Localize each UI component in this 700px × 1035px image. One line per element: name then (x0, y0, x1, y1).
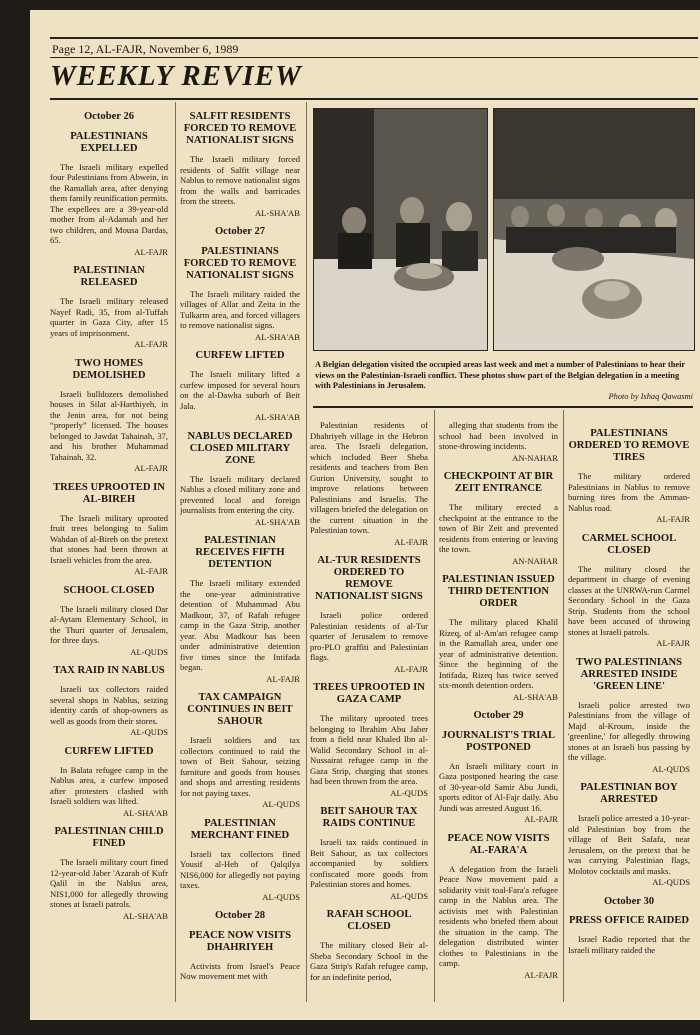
source-credit: AL-FAJR (394, 536, 428, 547)
headline: TWO PALESTINIANS ARRESTED INSIDE 'GREEN LINE' (575, 656, 683, 692)
source-credit: AL-FAJR (524, 969, 558, 980)
photo-credit: Photo by Ishaq Qawasmi (608, 391, 693, 401)
article-text: Israeli tax collectors raided several shops in Nablus, seizing identity cards of shop-owners as well as goods from their stores. (50, 684, 168, 726)
source-credit: AL-FAJR (394, 663, 428, 674)
article-text: The Israeli military uprooted fruit trees belonging to Salim Wahdan of al-Bireh on the pretext that stones had been thrown at Israeli vehicles from the area. (50, 512, 168, 565)
top-rule (50, 37, 698, 39)
article-text: In Balata refugee camp in the Nablus area, a curfew imposed after protesters clashed with Israeli soldiers was lifted. (50, 764, 168, 806)
caption-rule (313, 406, 693, 408)
headline: AL-TUR RESIDENTS ORDERED TO REMOVE NATIONALIST SIGNS (315, 555, 423, 602)
headline: TREES UPROOTED IN AL-BIREH (53, 481, 165, 505)
article-text: Israel Radio reported that the Israeli military raided the (568, 934, 690, 955)
source-credit: AL-FAJR (656, 514, 690, 524)
source-credit: AL-QUDS (130, 646, 168, 657)
date-heading: October 27 (214, 226, 266, 237)
column-1 (50, 103, 168, 927)
source-credit: AL-QUDS (262, 891, 300, 902)
source-credit: AL-SHA'AB (255, 207, 300, 218)
section-title: WEEKLY REVIEW (50, 60, 302, 92)
article-text: Israeli tax collectors fined Yousif al-Heh of Qalqilya NIS6,000 for allegedly not paying taxes. (180, 848, 300, 890)
headline: CURFEW LIFTED (195, 350, 285, 361)
column-2 (180, 103, 300, 982)
article-text: The Israeli military lifted a curfew imposed for several hours on the al-Dawha suburb of Beit Jala. (180, 369, 300, 411)
headline: PALESTINIAN ISSUED THIRD DETENTION ORDER (442, 574, 555, 609)
headline: PALESTINIANS EXPELLED (70, 130, 148, 154)
source-credit: AL-FAJR (656, 638, 690, 648)
column-3 (310, 420, 428, 982)
article-text: The Israeli military declared Nablus a closed military zone and prevented local and foreign journalists from entering the city. (180, 473, 300, 515)
headline: TAX RAID IN NABLUS (53, 665, 165, 676)
page-header: Page 12, AL-FAJR, November 6, 1989 (52, 42, 239, 56)
article-text: The Israeli military raided the villages of Allar and Zeita in the Tulkarm area, and forced villagers to remove nationalist signs. (180, 288, 300, 330)
source-credit: AL-FAJR (266, 673, 300, 684)
headline: NABLUS DECLARED CLOSED MILITARY ZONE (187, 430, 293, 466)
caption-text: A Belgian delegation visited the occupied areas last week and met a number of Palestinians to hear their views on the Palestinian-Israeli conflict. These photos show part of the Belgian delegation in a meeting with Palestinians in Jerusalem. (315, 360, 685, 390)
article-text: A delegation from the Israeli Peace Now movement paid a solidarity visit toal-Fara'a refugee camp in the Nablus area. The activists met with Palestinian residents who briefed them about the situation in the camp. The delegation distributed winter clothes to Palestinians in the camp. (439, 863, 558, 968)
source-credit: AL-QUDS (130, 727, 168, 737)
article-text: alleging that students from the school had been involved in stone-throwing incidents. (439, 420, 558, 451)
column-rule (563, 410, 564, 1002)
article-text: The military erected a checkpoint at the entrance to the town of Bir Zeit and prevented residents from entering or leaving the town. (439, 502, 558, 554)
article-text: Israeli soldiers and tax collectors continued to raid the town of Beit Sahour, seizing furniture and goods from houses and shops and arresting residents for not paying taxes. (180, 735, 300, 798)
column-rule (306, 102, 307, 1002)
headline: PALESTINIAN MERCHANT FINED (190, 817, 290, 841)
headline: CURFEW LIFTED (64, 745, 154, 757)
headline: PALESTINIAN BOY ARRESTED (580, 782, 678, 805)
source-credit: AN-NAHAR (512, 555, 558, 566)
source-credit: AL-FAJR (134, 566, 168, 576)
headline: SALFIT RESIDENTS FORCED TO REMOVE NATIONALIST SIGNS (183, 111, 297, 146)
article-text: An Israeli military court in Gaza postponed hearing the case of 30-year-old Samir Abu Jundi, sports editor of Al-Fajr daily. Abu Jundi was arrested August 16. (439, 760, 558, 813)
source-credit: AL-QUDS (652, 877, 690, 887)
article-text: Israeli tax raids continued in Beit Sahour, as tax collectors accompanied by soldiers confiscated more goods from Palestinian stores and homes. (310, 837, 428, 889)
source-credit: AL-SHA'AB (123, 807, 168, 818)
article-text: The Israeli military closed Dar al-Aytam Elementary School, in the Thuri quarter of Jerusalem, for three days. (50, 603, 168, 645)
headline: CHECKPOINT AT BIR ZEIT ENTRANCE (443, 471, 554, 494)
headline: PEACE NOW VISITS DHAHRIYEH (188, 929, 292, 953)
column-rule (434, 410, 435, 1002)
source-credit: AL-FAJR (134, 463, 168, 473)
header-rule (50, 57, 698, 58)
meeting-photo-right (493, 108, 695, 351)
source-credit: AL-QUDS (262, 799, 300, 809)
newspaper-page (30, 10, 700, 1020)
source-credit: AL-QUDS (652, 763, 690, 774)
photo-caption (315, 360, 693, 402)
article-text: The Israeli military released Nayef Radi, 35, from al-Tuffah quarter in Gaza City, after 15 years of imprisonment. (50, 296, 168, 338)
article-text: Palestinian residents of Dhahriyeh village in the Hebron area. The Israeli delegation, which included Beer Sheba residents and teachers from Ben Gurion University, sought to improve relations between Palestinians and Israelis. The villagers briefed the delegation on the current situation in the Palestinian town. (310, 420, 428, 535)
headline: SCHOOL CLOSED (63, 584, 155, 596)
headline: PALESTINIAN RECEIVES FIFTH DETENTION (195, 535, 285, 570)
source-credit: AL-QUDS (390, 890, 428, 901)
column-5 (568, 420, 690, 955)
source-credit: AL-SHA'AB (255, 516, 300, 527)
article-text: The military closed Beir al-Sheba Secondary School in the Gaza Strip's Rafah refugee camp, for an indefinite period, (310, 940, 428, 982)
column-rule (175, 102, 176, 1002)
headline: TAX CAMPAIGN CONTINUES IN BEIT SAHOUR (187, 692, 293, 727)
article-text: The Israeli military forced residents of Salfit village near Nablus to remove nationalist signs from the walls and barricades from the streets. (180, 154, 300, 206)
headline: PRESS OFFICE RAIDED (568, 915, 690, 926)
headline: RAFAH SCHOOL CLOSED (326, 909, 412, 932)
date-heading: October 29 (473, 710, 524, 721)
headline: TWO HOMES DEMOLISHED (72, 357, 146, 381)
meeting-photo-left (313, 108, 488, 351)
article-text: Activists from Israel's Peace Now movement met with (180, 960, 300, 981)
article-text: The military placed Khalil Rizeq, of al-Am'ari refugee camp in the Ramallah area, under one year of administrative detention. Since the beginning of the Intifada, Rizeq has twice served six-month detention orders. (439, 617, 558, 690)
article-text: Israeli police arrested a 10-year-old Palestinian boy from the village of Beit Safafa, near Jerusalem, on the pretext that he was carrying Palestinian flags, Molotov cocktails and masks. (568, 813, 690, 876)
source-credit: AL-FAJR (134, 246, 168, 257)
source-credit: AL-FAJR (524, 814, 558, 824)
article-text: The military uprooted trees belonging to Ibrahim Abu Jaber from a field near Khaled Ibn al-Walid Secondary School in al-Nussairat refugee camp in the Gaza Strip, charging that stones had been thrown from the area. (310, 713, 428, 786)
headline: PALESTINIAN CHILD FINED (54, 826, 164, 849)
source-credit: AL-FAJR (134, 339, 168, 349)
article-text: The Israeli military extended the one-year administrative detention of Muhammad Abu Madkour, 37, of Rafah refugee camp in the Gaza Strip, another year. Abu Madkour has been under administrative detention five times since the Intifada began. (180, 578, 300, 672)
source-credit: AL-SHA'AB (123, 910, 168, 921)
headline: TREES UPROOTED IN GAZA CAMP (313, 682, 425, 705)
date-heading: October 28 (214, 910, 266, 921)
headline: PALESTINIANS FORCED TO REMOVE NATIONALIST SIGNS (183, 245, 297, 281)
article-text: Israeli bulldozers demolished houses in Silat al-Harthiyeh, in the Jenin area, for not being “properly” licensed. The houses belonged to Jawdat Tahainah, 37, and his brother Muhammad Tahainah, 32. (50, 388, 168, 462)
article-text: The Israeli military court fined 12-year-old Jaber 'Azarah of Kufr Qalil in the Nablus area, NIS1,000 for allegedly throwing stones at Israeli patrols. (50, 857, 168, 909)
article-text: The military ordered Palestinians in Nablus to remove burning tires from the Amman-Nablus road. (568, 471, 690, 513)
source-credit: AL-SHA'AB (255, 331, 300, 342)
column-4 (439, 420, 558, 986)
date-heading: October 26 (83, 111, 135, 122)
headline: JOURNALIST'S TRIAL POSTPONED (441, 729, 556, 753)
headline: CARMEL SCHOOL CLOSED (581, 532, 677, 556)
article-text: The Israeli military expelled four Palestinians from Abwein, in the Ramallah area, after denying them family reunification permits. The expellees are a 39-year-old mother from al-Adamah and her two children, and Mousa Dardas, 65. (50, 161, 168, 245)
headline: PEACE NOW VISITS AL-FARA'A (447, 832, 550, 856)
headline: PALESTINIAN RELEASED (73, 265, 145, 288)
title-rule (50, 98, 698, 100)
article-text: The military closed the department in charge of evening classes at the UNRWA-run Carmel Secondary School in the Gaza Strip. Students from the school have been accused of throwing stones at Israeli patrols. (568, 563, 690, 637)
headline: PALESTINIANS ORDERED TO REMOVE TIRES (568, 428, 690, 463)
source-credit: AL-SHA'AB (255, 412, 300, 422)
headline: BEIT SAHOUR TAX RAIDS CONTINUE (320, 806, 418, 829)
source-credit: AL-SHA'AB (513, 691, 558, 702)
article-text: Israeli police arrested two Palestinians from the village of Majd al-Kroum, inside the 'greenline,' for allegedly throwing stones at an Israeli bus passing by the village. (568, 699, 690, 762)
article-text: Israeli police ordered Palestinian residents of al-Tur quarter of Jerusalem to remove pro-PLO graffiti and Palestinian flags. (310, 610, 428, 662)
source-credit: AN-NAHAR (512, 452, 558, 463)
date-heading: October 30 (603, 895, 655, 907)
source-credit: AL-QUDS (390, 787, 428, 798)
